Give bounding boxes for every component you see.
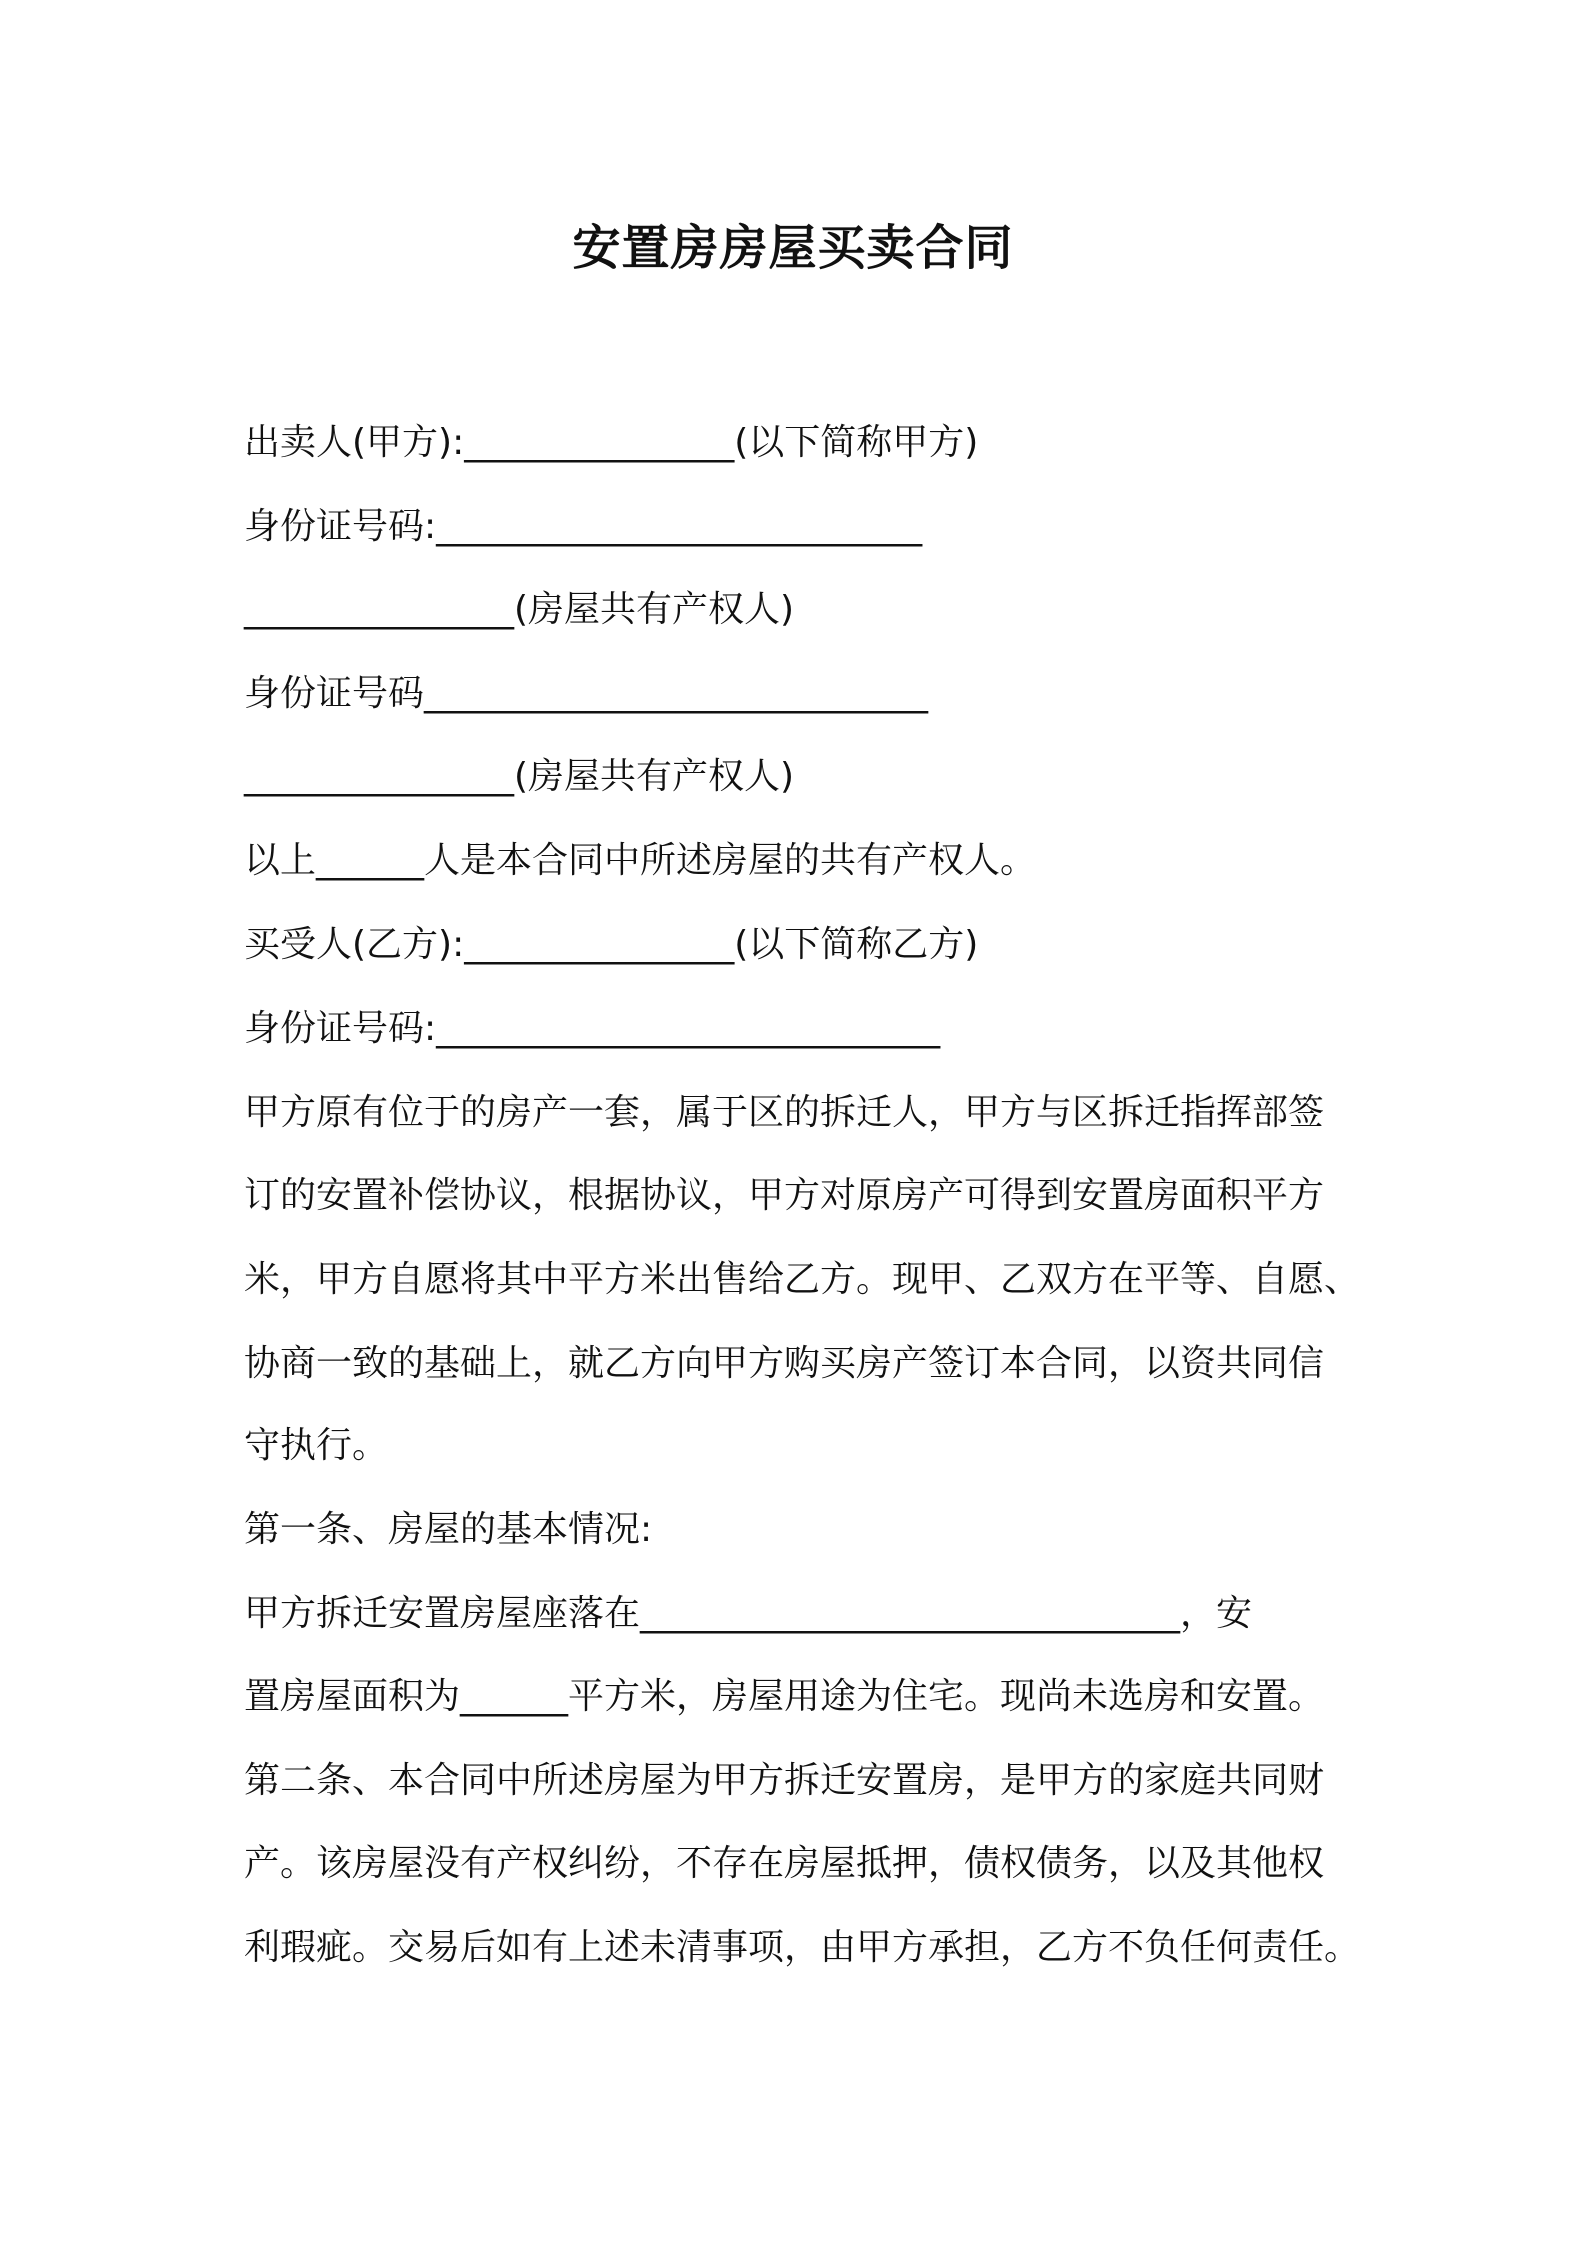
seller-id-line: 身份证号码:___________________________ bbox=[244, 506, 923, 547]
paragraph-line: 米，甲方自愿将其中平方米出售给乙方。现甲、乙双方在平等、自愿、 bbox=[244, 1259, 1361, 1300]
buyer-line: 买受人(乙方):_______________(以下简称乙方) bbox=[244, 924, 979, 965]
paragraph-line: 订的安置补偿协议，根据协议，甲方对原房产可得到安置房面积平方 bbox=[244, 1175, 1325, 1216]
paragraph-line: 甲方原有位于的房产一套，属于区的拆迁人，甲方与区拆迁指挥部签 bbox=[244, 1092, 1325, 1133]
co-owner-line: _______________(房屋共有产权人) bbox=[244, 589, 795, 630]
paragraph-line: 利瑕疵。交易后如有上述未清事项，由甲方承担，乙方不负任何责任。 bbox=[244, 1927, 1361, 1968]
paragraph-line: 协商一致的基础上，就乙方向甲方购买房产签订本合同，以资共同信 bbox=[244, 1343, 1325, 1384]
co-owner-count-line: 以上______人是本合同中所述房屋的共有产权人。 bbox=[244, 840, 1037, 881]
co-owner-line: _______________(房屋共有产权人) bbox=[244, 756, 795, 797]
seller-line: 出卖人(甲方):_______________(以下简称甲方) bbox=[244, 422, 979, 463]
buyer-id-line: 身份证号码:____________________________ bbox=[244, 1008, 941, 1049]
co-owner-id-line: 身份证号码____________________________ bbox=[244, 673, 929, 714]
paragraph-line: 守执行。 bbox=[244, 1425, 389, 1466]
article-heading: 第一条、房屋的基本情况: bbox=[244, 1509, 653, 1550]
paragraph-line: 置房屋面积为______平方米，房屋用途为住宅。现尚未选房和安置。 bbox=[244, 1676, 1325, 1717]
paragraph-line: 甲方拆迁安置房屋座落在______________________________，安 bbox=[244, 1593, 1253, 1634]
paragraph-line: 产。该房屋没有产权纠纷，不存在房屋抵押，债权债务，以及其他权 bbox=[244, 1843, 1325, 1884]
document-title: 安置房房屋买卖合同 bbox=[572, 220, 1014, 276]
paragraph-line: 第二条、本合同中所述房屋为甲方拆迁安置房，是甲方的家庭共同财 bbox=[244, 1760, 1325, 1801]
